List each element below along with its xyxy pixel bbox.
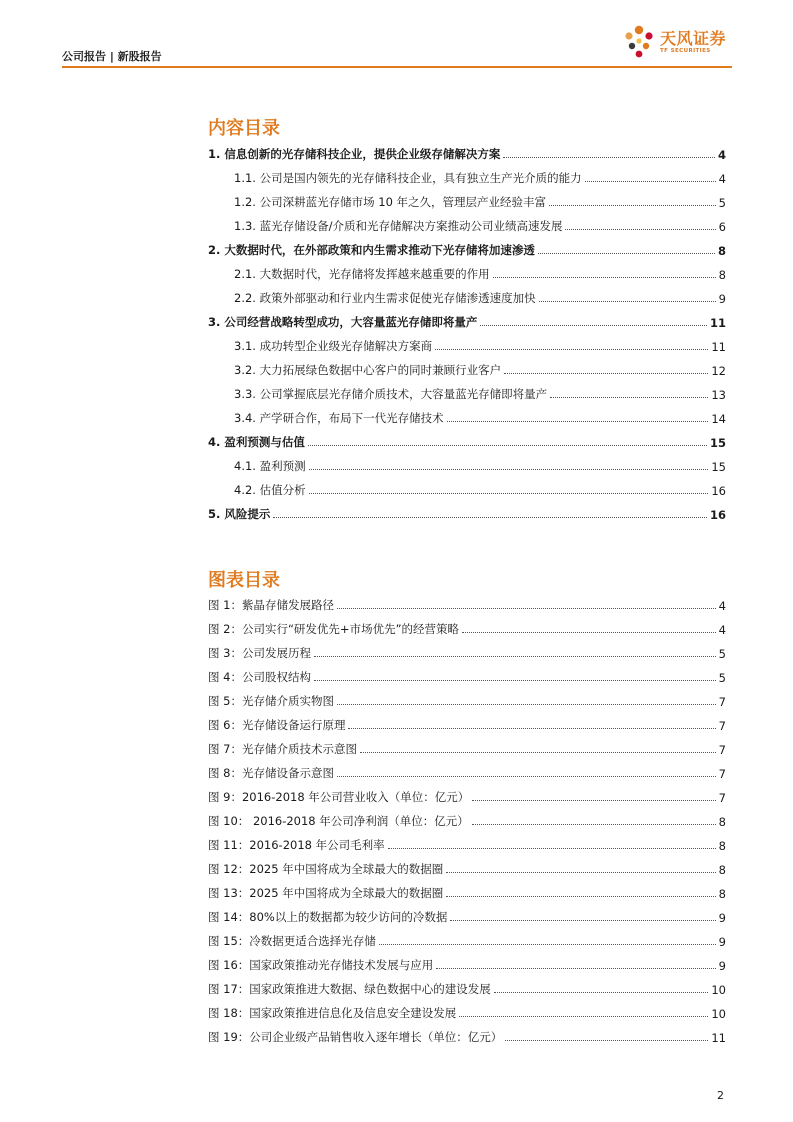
toc-title: 内容目录	[208, 118, 280, 139]
page-header	[62, 29, 732, 68]
toc-entry[interactable]: 4.1. 盈利预测 15	[234, 459, 726, 474]
toc-entry[interactable]: 3.4. 产学研合作，布局下一代光存储技术 14	[234, 411, 726, 426]
toc-entry[interactable]: 1. 信息创新的光存储科技企业，提供企业级存储解决方案 4	[208, 147, 726, 162]
figure-entry[interactable]: 图 1：紫晶存储发展路径 4	[208, 598, 726, 613]
toc-entry[interactable]: 3.3. 公司掌握底层光存储介质技术，大容量蓝光存储即将量产 13	[234, 387, 726, 402]
toc-entry[interactable]: 5. 风险提示 16	[208, 507, 726, 522]
figure-entry[interactable]: 图 6：光存储设备运行原理 7	[208, 718, 726, 733]
figure-entry[interactable]: 图 11：2016-2018 年公司毛利率 8	[208, 838, 726, 853]
figure-entry[interactable]: 图 8：光存储设备示意图 7	[208, 766, 726, 781]
page-number: 2	[717, 1089, 724, 1102]
toc-entry[interactable]: 3. 公司经营战略转型成功，大容量蓝光存储即将量产 11	[208, 315, 726, 330]
figure-entry[interactable]: 图 16：国家政策推动光存储技术发展与应用 9	[208, 958, 726, 973]
toc-entry[interactable]: 2.2. 政策外部驱动和行业内生需求促使光存储渗透速度加快 9	[234, 291, 726, 306]
figures-title: 图表目录	[208, 570, 280, 591]
figure-entry[interactable]: 图 9：2016-2018 年公司营业收入（单位：亿元） 7	[208, 790, 726, 805]
header-rule	[62, 66, 732, 68]
toc-entry[interactable]: 3.1. 成功转型企业级光存储解决方案商 11	[234, 339, 726, 354]
figure-entry[interactable]: 图 14：80%以上的数据都为较少访问的冷数据 9	[208, 910, 726, 925]
figure-entry[interactable]: 图 10： 2016-2018 年公司净利润（单位：亿元） 8	[208, 814, 726, 829]
figure-entry[interactable]: 图 13：2025 年中国将成为全球最大的数据圈 8	[208, 886, 726, 901]
figure-entry[interactable]: 图 18：国家政策推进信息化及信息安全建设发展 10	[208, 1006, 726, 1021]
toc-entry[interactable]: 4.2. 估值分析 16	[234, 483, 726, 498]
logo-name-en: TF SECURITIES	[660, 48, 711, 54]
figure-entry[interactable]: 图 2：公司实行“研发优先+市场优先”的经营策略 4	[208, 622, 726, 637]
figure-entry[interactable]: 图 17：国家政策推进大数据、绿色数据中心的建设发展 10	[208, 982, 726, 997]
figure-entry[interactable]: 图 5：光存储介质实物图 7	[208, 694, 726, 709]
figure-entry[interactable]: 图 7：光存储介质技术示意图 7	[208, 742, 726, 757]
toc-entry[interactable]: 1.1. 公司是国内领先的光存储科技企业，具有独立生产光介质的能力 4	[234, 171, 726, 186]
toc-entry[interactable]: 2. 大数据时代，在外部政策和内生需求推动下光存储将加速渗透 8	[208, 243, 726, 258]
toc-entry[interactable]: 2.1. 大数据时代，光存储将发挥越来越重要的作用 8	[234, 267, 726, 282]
figure-entry[interactable]: 图 12：2025 年中国将成为全球最大的数据圈 8	[208, 862, 726, 877]
toc-entry[interactable]: 3.2. 大力拓展绿色数据中心客户的同时兼顾行业客户 12	[234, 363, 726, 378]
figure-entry[interactable]: 图 19：公司企业级产品销售收入逐年增长（单位：亿元） 11	[208, 1030, 726, 1045]
toc-entry[interactable]: 1.2. 公司深耕蓝光存储市场 10 年之久，管理层产业经验丰富 5	[234, 195, 726, 210]
breadcrumb: 公司报告 | 新股报告	[62, 50, 162, 63]
flower-logo-icon	[620, 24, 658, 62]
figure-entry[interactable]: 图 4：公司股权结构 5	[208, 670, 726, 685]
logo-name-cn: 天风证券	[660, 29, 727, 48]
toc-entry[interactable]: 1.3. 蓝光存储设备/介质和光存储解决方案推动公司业绩高速发展 6	[234, 219, 726, 234]
toc-entry[interactable]: 4. 盈利预测与估值 15	[208, 435, 726, 450]
tf-securities-logo	[620, 24, 732, 64]
figure-entry[interactable]: 图 15：冷数据更适合选择光存储 9	[208, 934, 726, 949]
figure-entry[interactable]: 图 3：公司发展历程 5	[208, 646, 726, 661]
